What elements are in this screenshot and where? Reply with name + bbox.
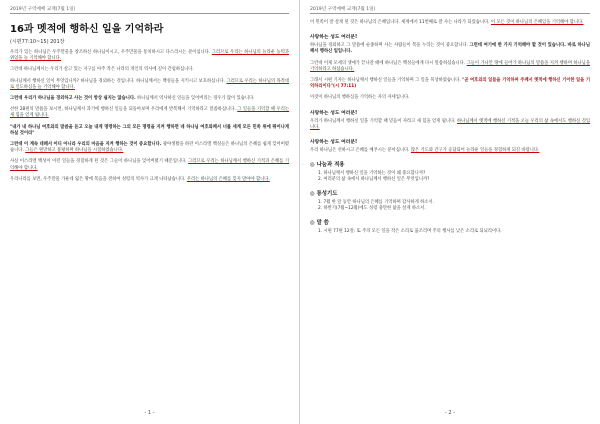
page-right [300, 0, 600, 424]
scripture-quote: "내가 내 하나님 여호와의 말씀을 듣고 오늘 내게 명령하는 그의 모든 명령을 지켜 행하면 네 하나님 여호와께서 너를 세계 모든 민족 위에 뛰어나게 하실 것이라" [10, 124, 289, 136]
scripture-reference: (시편77:10~15) 201장 [10, 39, 65, 45]
lesson-title: 16과 멧적에 행하신 일을 기억하라 [10, 24, 164, 35]
list-item: 1. 시편 77편 12절: 또 주의 모든 일을 작은 소리로 읊조리며 주의 행사를 낮은 소리로 되뇌리이다. [318, 229, 502, 235]
paragraph: 우리가 하나님께서 행하신 일을 기억할 때 믿음이 자라고 새 힘을 얻게 됩니다. 하나님께서 옛적에 행하신 기적을 오늘 우리의 삶 속에서도 행하실 것입니다. [310, 118, 590, 130]
paragraph: 우리나라를 보면, 우주만물 가운데 잃은 땅에 복음을 전하여 성령의 역사가 크게 나타났습니다. 우리는 하나님의 은혜를 잊지 말아야 합니다. [10, 176, 270, 182]
page-header: 2019년 구역예배 교재(7월 1일) [310, 6, 590, 14]
paragraph: 이것이 하나님의 행하심을 기억하는 자의 자세입니다. [310, 95, 410, 101]
paragraph: 우리가 있는 하나님은 우주만물을 창조하신 하나님이시고, 우주만물을 통치하시고 다스리시는 분이십니다. 그러므로 우리는 하나님의 놀라운 능력과 위엄을 늘 기억해야 합니다. [10, 50, 289, 62]
paragraph: 그런데 이제 모세의 생애가 끝나갈 때에 하나님은 백성들에게 다시 말씀하셨습니다. 그들이 가나안 땅에 들어가 하나님의 말씀을 지켜 행하며 하나님을 기억하라고 하셨습니다. [310, 60, 590, 72]
section-heading-sharing: ◎ 나눔과 적용 [310, 162, 345, 169]
paragraph: 하나님을 경외하고 그 말씀에 순종하며 사는 사람들이 복을 누리는 것이 중요합니다. 그런데 여기에 한 가지 기억해야 할 것이 있습니다. 바로 하나님께서 행하신 일입니다. [310, 43, 590, 55]
page-number: - 1 - [144, 410, 155, 416]
list-item: 1. 7월 한 달 동안 하나님의 은혜를 기억하며 감사하게 하소서. [318, 200, 434, 206]
callout-heading: 사랑하는 성도 여러분! [310, 140, 358, 146]
paragraph: 하나님께서 행하신 일이 무엇입니까? 하나님을 경외하는 것입니다. 하나님께서는 백성들을 지키시고 보호하십니다. 그러므로 우리는 하나님의 목적대로 인도하심을 늘 기억해야 합니다. [10, 78, 289, 90]
paragraph: 선한 28편의 말씀을 보시면, 하나님께서 과거에 행하신 일들을 되돌아보며 우리에게 반복해서 기억하라고 말씀하십니다. 그 일들을 기억할 때 우리는 새 힘을 얻게 됩니다. [10, 107, 289, 119]
list-item: 2. 하반기(7월~12월)에도 성령 충만한 삶을 살게 하소서. [318, 206, 426, 212]
page-number: - 2 - [445, 410, 455, 416]
paragraph: 우리 하나님은 선하시고 은혜를 베푸시는 분이십니다. 많은 기도와 간구가 응답되어 놀라운 일들을 경험하게 되길 바랍니다. [310, 148, 540, 154]
list-item: 1. 하나님께서 행하신 일을 기억하는 것이 왜 중요합니까? [318, 171, 426, 177]
paragraph: 사실 이스라엘 백성이 이런 일들을 경험하게 된 것은 그들이 하나님을 잊어버렸기 때문입니다. 그러므로 우리는 하나님께서 행하신 기적과 은혜를 기억해야 합니다. [10, 159, 289, 171]
list-item: 2. 여러분의 삶 속에서 하나님께서 행하신 일은 무엇입니까? [318, 177, 430, 183]
section-heading-word: ◎ 말 씀 [310, 220, 329, 227]
paragraph: 그런데 하나님께서는 우리가 살고 있는 지구를 아주 작은 나라의 개인의 역사에 깊이 간섭하십니다. [10, 67, 194, 73]
callout-heading: 사랑하는 성도 여러분! [310, 35, 358, 41]
paragraph: 그런데 우리가 하나님을 경외하고 사는 것이 항상 쉽지는 않습니다. 하나님께서 역사하신 일들을 잊어버리는 경우가 많이 있습니다. [10, 96, 255, 102]
paragraph: 이 민족이 잘 살게 된 것은 하나님의 은혜입니다. 세계에서 11번째로 잘 사는 나라가 되었습니다. 이 모든 것이 하나님의 은혜임을 기억해야 합니다. [310, 20, 584, 25]
callout-heading: 사랑하는 성도 여러분! [310, 110, 358, 116]
paragraph: 그런데 이 계속 대해서 어디 아니라 우리의 마음을 지켜 행하는 것이 중요합니다. 광야생활을 하던 이스라엘 백성들은 하나님의 은혜를 쉽게 잊어버렸습니다. 그들은 원망하고 불평하며 하나님을 시험하였습니다. [10, 142, 289, 154]
paragraph: 그래서 시편 기자는 하나님께서 행하신 일들을 기억하며 그 일을 묵상하였습니다. "곧 여호와의 일들을 기억하며 주께서 옛적에 행하신 기이한 일을 기억하리이다"(시 77:11) [310, 78, 590, 90]
page-header: 2019년 구역예배 교재(7월 1일) [10, 6, 289, 14]
section-heading-prayer: ◎ 통성기도 [310, 191, 338, 198]
